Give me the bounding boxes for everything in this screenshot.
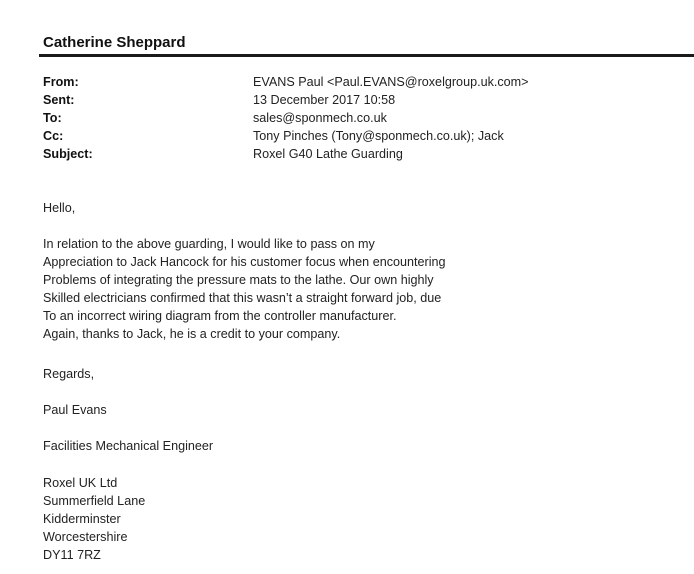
paragraph-line: In relation to the above guarding, I would like to pass on my xyxy=(43,237,375,251)
cc-label: Cc: xyxy=(43,129,64,143)
greeting: Hello, xyxy=(43,201,76,215)
address-line: DY11 7RZ xyxy=(43,548,101,562)
paragraph-line: To an incorrect wiring diagram from the controller manufacturer. xyxy=(43,309,397,323)
sent-row xyxy=(43,91,663,109)
address-line: Kidderminster xyxy=(43,512,121,526)
mailbox-owner-name: Catherine Sheppard xyxy=(43,34,186,51)
to-label: To: xyxy=(43,111,62,125)
closing: Regards, xyxy=(43,367,95,381)
sent-label: Sent: xyxy=(43,93,75,107)
address-line: Worcestershire xyxy=(43,530,128,544)
job-title: Facilities Mechanical Engineer xyxy=(43,439,214,453)
subject-value: Roxel G40 Lathe Guarding xyxy=(253,147,403,161)
to-value: sales@sponmech.co.uk xyxy=(253,111,387,125)
message-paragraph xyxy=(43,235,663,343)
signature-name: Paul Evans xyxy=(43,403,107,417)
cc-row xyxy=(43,127,663,145)
to-row xyxy=(43,109,663,127)
postal-address xyxy=(43,474,663,564)
paragraph-line: Skilled electricians confirmed that this wasn’t a straight forward job, due xyxy=(43,291,442,305)
address-line: Summerfield Lane xyxy=(43,494,146,508)
paragraph-line: Problems of integrating the pressure mats to the lathe. Our own highly xyxy=(43,273,434,287)
title-divider xyxy=(39,54,694,57)
from-value: EVANS Paul <Paul.EVANS@roxelgroup.uk.com> xyxy=(253,75,529,89)
cc-value: Tony Pinches (Tony@sponmech.co.uk); Jack xyxy=(253,129,504,143)
email-header xyxy=(43,73,663,163)
from-label: From: xyxy=(43,75,79,89)
subject-row xyxy=(43,145,663,163)
from-row xyxy=(43,73,663,91)
address-line: Roxel UK Ltd xyxy=(43,476,118,490)
paragraph-line: Appreciation to Jack Hancock for his customer focus when encountering xyxy=(43,255,446,269)
sent-value: 13 December 2017 10:58 xyxy=(253,93,396,107)
subject-label: Subject: xyxy=(43,147,93,161)
paragraph-line: Again, thanks to Jack, he is a credit to your company. xyxy=(43,327,341,341)
